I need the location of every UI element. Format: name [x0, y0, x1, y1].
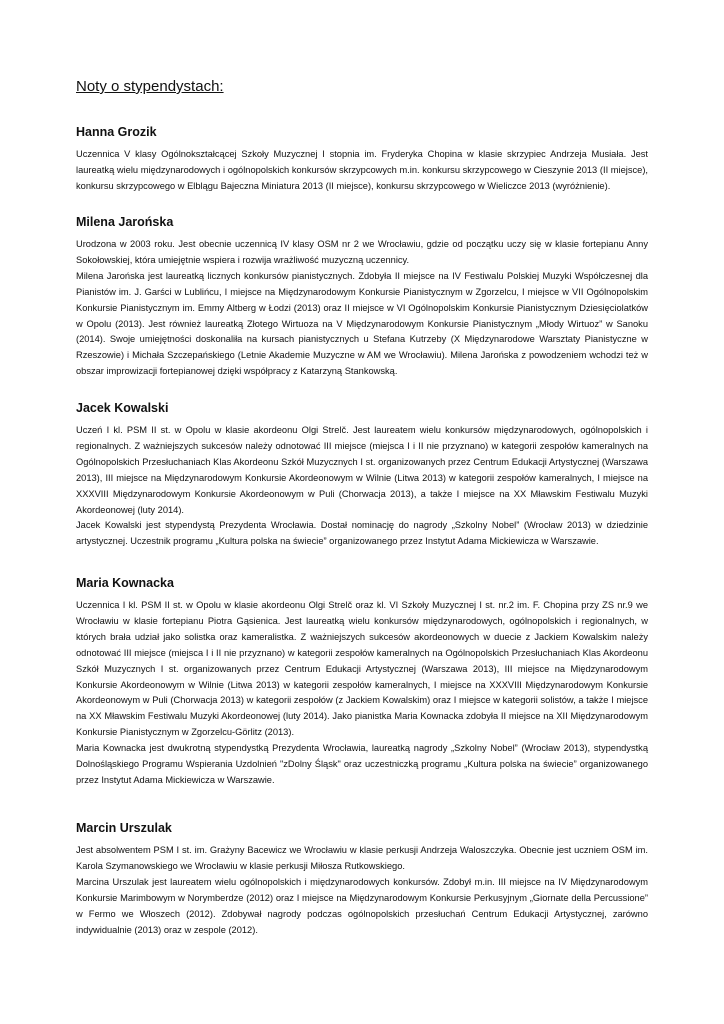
bio-paragraph: Jacek Kowalski jest stypendystą Prezydenta Wrocławia. Dostał nominację do nagrody „Szkolny Nobel” (Wrocław 2013) w dziedzinie artystycznej. Uczestnik programu „Kultura polska na świecie” organizowanego przez Instytut Adama Mickiewicza w Warszawie.	[76, 520, 648, 547]
bio-section	[76, 214, 648, 380]
bio-paragraph: Uczennica I kl. PSM II st. w Opolu w klasie akordeonu Olgi Strelč oraz kl. VI Szkoły Muzycznej I st. nr.2 im. F. Chopina przy ZS nr.9 we Wrocławiu w klasie fortepianu Piotra Gąsienica. Jest laureatką wielu konkursów międzynarodowych, ogólnopolskich i regionalnych, w których brała udział jako solistka oraz kameralistka. Z ważniejszych sukcesów akordeonowych w duecie z Jackiem Kowalskim należy odnotować III miejsce (miejsca I i II nie przyznano) w kategorii zespołów kameralnych na Ogólnopolskich Przesłuchaniach Klas Akordeonu Szkół Muzycznych I st. organizowanych przez Centrum Edukacji Artystycznej (Warszawa 2013), III miejsce na Międzynarodowym Konkursie Akordeonowym w Wilnie (Litwa 2013) w kategorii zespołów kameralnych, I miejsce na XXXVIII Międzynarodowym Konkursie Akordeonowym w Puli (Chorwacja 2013) w kategorii zespołów (z Jackiem Kowalskim) oraz I miejsce w kategorii solistów, a także I miejsce na XX Mławskim Festiwalu Muzyki Akordeonowej (luty 2014). Jako pianistka Maria Kownacka zdobyła II miejsce na XII Międzynarodowym Konkursie Pianistycznym w Zgorzelcu-Görlitz (2013).	[76, 600, 648, 738]
bio-name: Milena Jarońska	[76, 215, 174, 229]
bio-paragraph: Urodzona w 2003 roku. Jest obecnie uczennicą IV klasy OSM nr 2 we Wrocławiu, gdzie od początku uczy się w klasie fortepianu Anny Sokołowskiej, która umiejętnie wspiera i rozwija wrażliwość muzyczną uczennicy.	[76, 239, 648, 265]
bio-paragraph: Maria Kownacka jest dwukrotną stypendystką Prezydenta Wrocławia, laureatką nagrody „Szkolny Nobel” (Wrocław 2013), stypendystką Dolnośląskiego Programu Wspierania Uzdolnień "zDolny Śląsk" oraz uczestniczką programu „Kultura polska na świecie” organizowanego przez Instytut Adama Mickiewicza w Warszawie.	[76, 743, 648, 785]
bio-section	[76, 820, 648, 938]
bio-paragraph: Marcina Urszulak jest laureatem wielu ogólnopolskich i międzynarodowych konkursów. Zdobył m.in. III miejsce na IV Międzynarodowym Konkursie Marimbowym w Norymberdze (2012) oraz I miejsce na Międzynarodowym Konkursie Perkusyjnym „Giornate della Percussione” w Fermo we Włoszech (2012). Zdobywał nagrody podczas ogólnopolskich przesłuchań Centrum Edukacji Artystycznej, zarówno indywidualnie (2013) oraz w zespole (2012).	[76, 876, 648, 935]
bio-paragraph: Uczennica V klasy Ogólnokształcącej Szkoły Muzycznej I stopnia im. Fryderyka Chopina w klasie skrzypiec Andrzeja Musiała. Jest laureatką wielu międzynarodowych i ogólnopolskich konkursów skrzypcowych m.in. konkursu skrzypcowego w Cieszynie 2013 (II miejsce), konkursu skrzypcowego w Elblągu Bajeczna Miniatura 2013 (II miejsce), konkursu skrzypcowego w Wieliczce 2013 (wyróżnienie).	[76, 149, 648, 191]
document-title: Noty o stypendystach:	[76, 78, 224, 95]
bio-paragraph: Uczeń I kl. PSM II st. w Opolu w klasie akordeonu Olgi Strelč. Jest laureatem wielu konkursów międzynarodowych, ogólnopolskich i regionalnych. Z ważniejszych sukcesów należy odnotować III miejsce (miejsca I i II nie przyznano) w kategorii zespołów kameralnych na Ogólnopolskich Przesłuchaniach Klas Akordeonu Szkół Muzycznych I st. organizowanych przez Centrum Edukacji Artystycznej (Warszawa 2013), III miejsce na Międzynarodowym Konkursie Akordeonowym w Wilnie (Litwa 2013) w kategorii zespołów kameralnych, I miejsce na XXXVIII Międzynarodowym Konkursie Akordeonowym w Puli (Chorwacja 2013), a także I miejsce na XX Mławskim Festiwalu Muzyki Akordeonowej (luty 2014).	[76, 425, 648, 515]
bio-paragraph: Milena Jarońska jest laureatką licznych konkursów pianistycznych. Zdobyła II miejsce na IV Festiwalu Polskiej Muzyki Współczesnej dla Pianistów im. J. Garści w Lublińcu, I miejsce na Międzynarodowym Konkursie Pianistycznym w Zgorzelcu, I miejsce w VII Ogólnopolskim Konkursie Pianistycznym im. Emmy Altberg w Łodzi (2013) oraz II miejsce w VI Ogólnopolskim Konkursie Pianistycznym Dziesięciolatków w Opolu (2013). Jest również laureatką Złotego Wirtuoza na V Międzynarodowym Konkursie Pianistycznym „Młody Wirtuoz” w Sanoku (2014). Swoje umiejętności doskonaliła na kursach pianistycznych u Stefana Kutrzeby (X Międzynarodowe Warsztaty Pianistyczne w Rzeszowie) i Michała Szczepańskiego (Letnie Akademie Muzyczne w AM we Wrocławiu). Milena Jarońska z powodzeniem wchodzi też w obszar improwizacji fortepianowej dzięki współpracy z Katarzyną Stankowską.	[76, 270, 648, 377]
bio-name: Maria Kownacka	[76, 576, 174, 590]
bio-name: Jacek Kowalski	[76, 401, 169, 415]
bio-name: Marcin Urszulak	[76, 821, 172, 835]
bio-name: Hanna Grozik	[76, 125, 157, 139]
bio-section	[76, 400, 648, 550]
bio-paragraph: Jest absolwentem PSM I st. im. Grażyny Bacewicz we Wrocławiu w klasie perkusji Andrzeja Waloszczyka. Obecnie jest uczniem OSM im. Karola Szymanowskiego we Wrocławiu w klasie perkusji Miłosza Rutkowskiego.	[76, 845, 648, 871]
bio-section	[76, 124, 648, 195]
bio-section	[76, 575, 648, 789]
